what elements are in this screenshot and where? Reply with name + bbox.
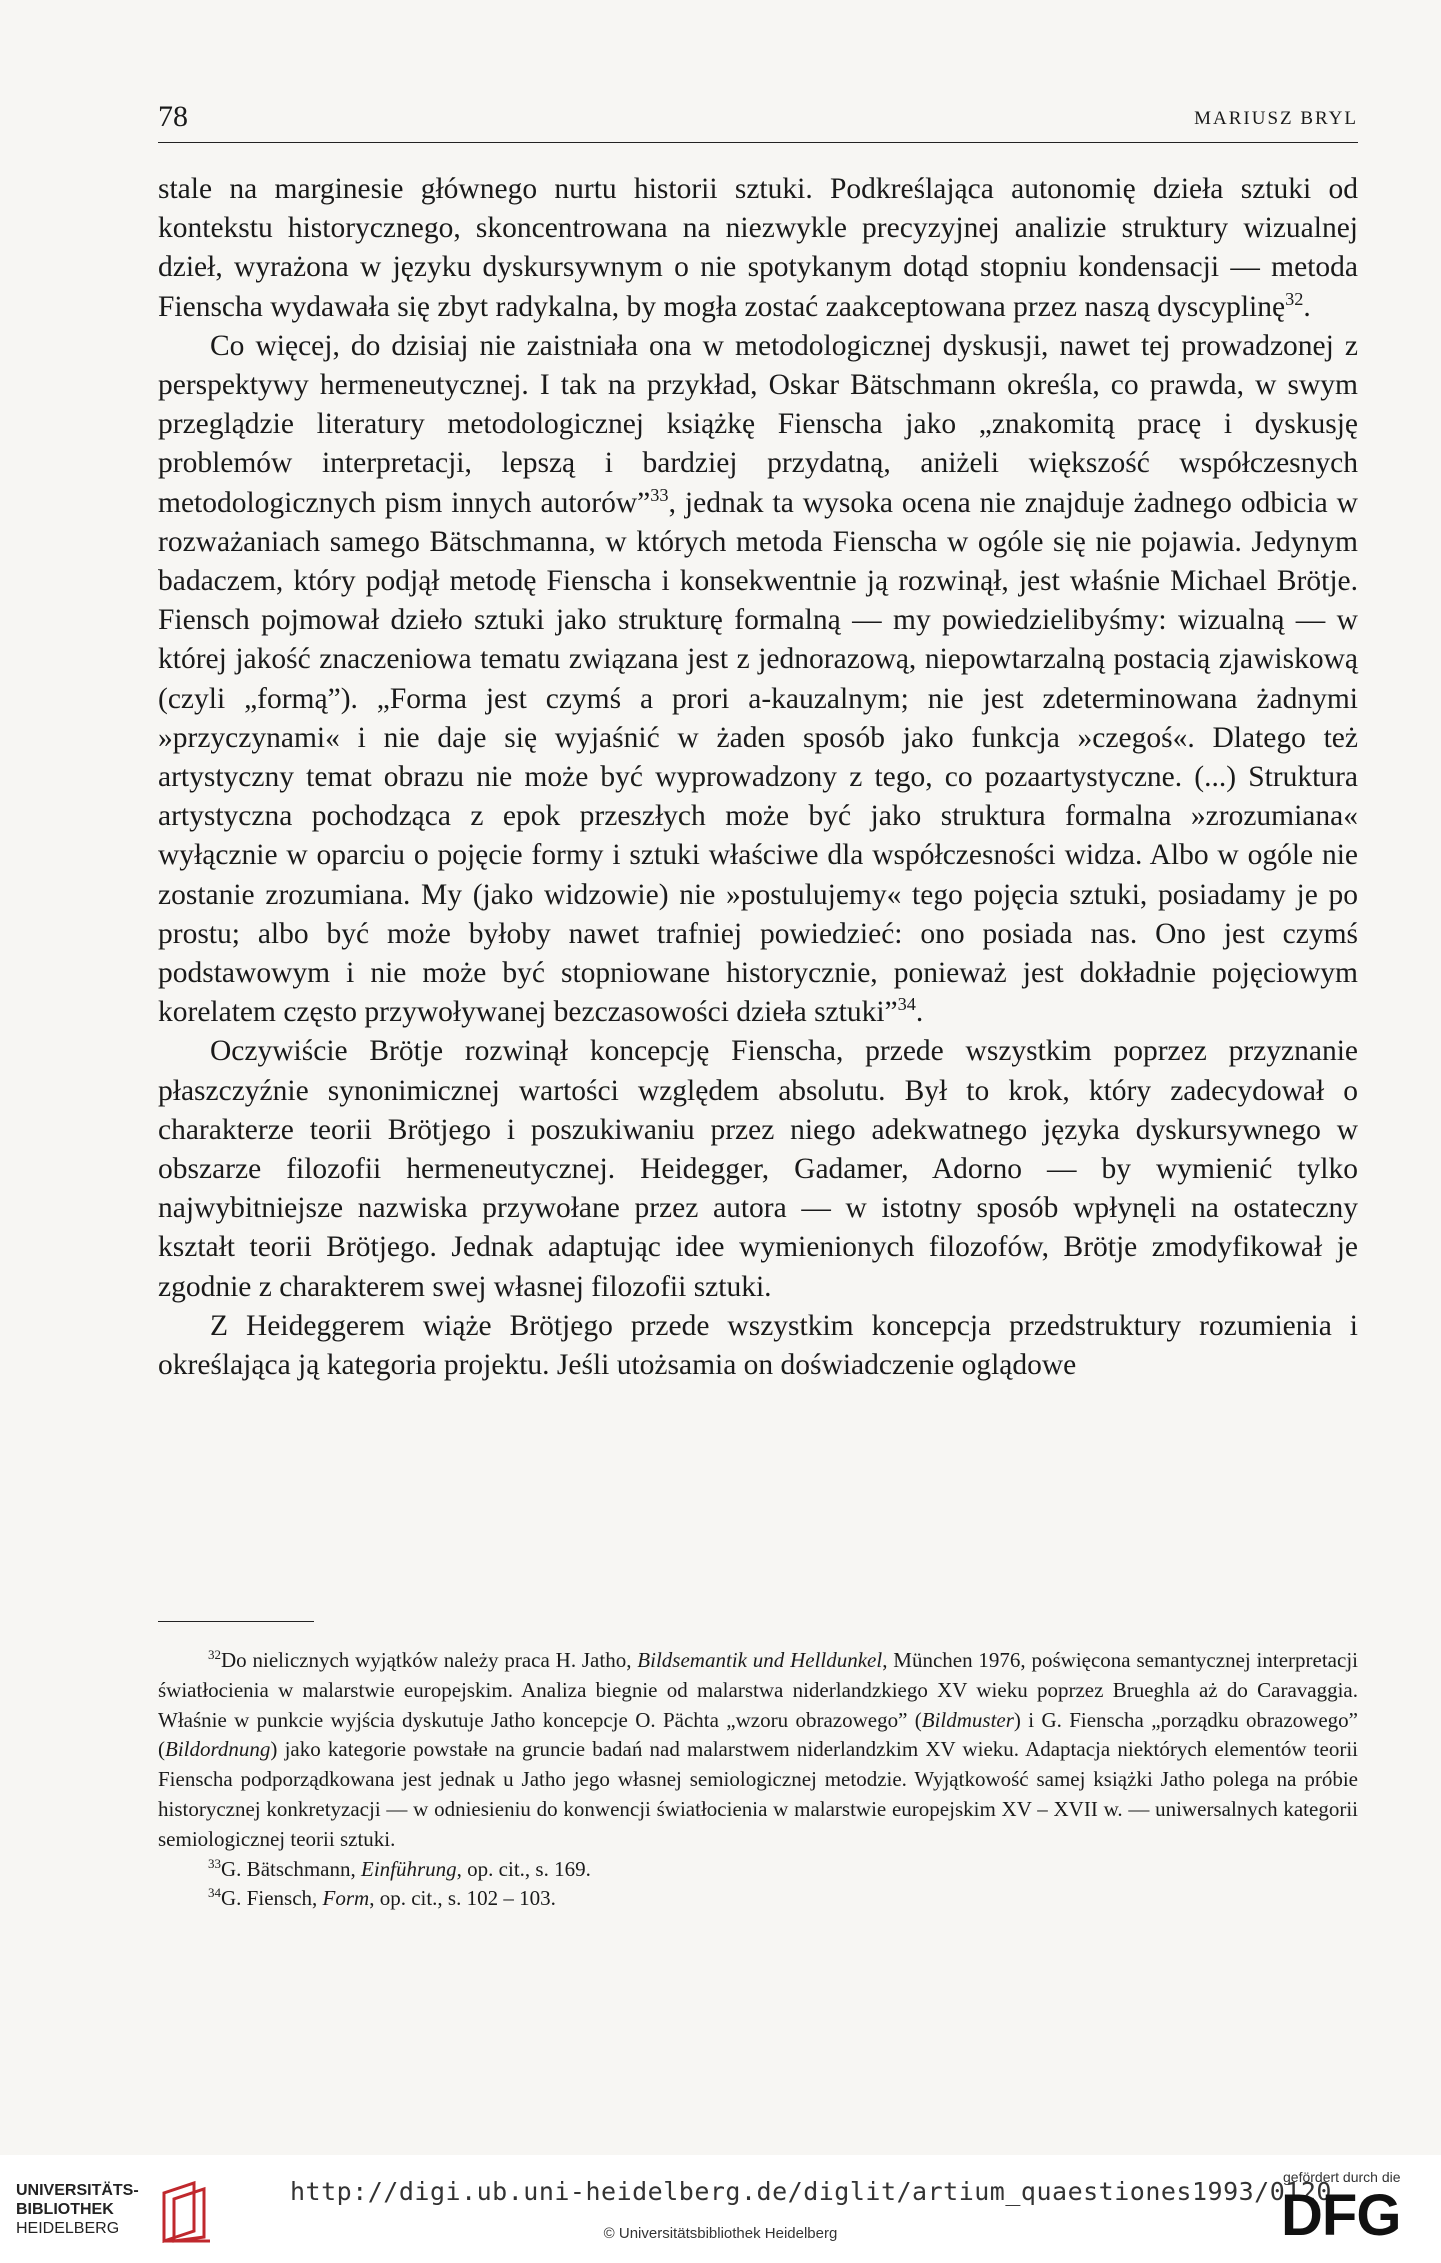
header-rule xyxy=(158,142,1358,143)
footnote-ref-34[interactable]: 34 xyxy=(897,994,916,1015)
footnote-separator xyxy=(158,1621,314,1622)
running-header xyxy=(158,100,1358,140)
dfg-logo[interactable]: DFG xyxy=(1281,2183,1401,2248)
footnote-32: $^{32}$Do nielicznych wyjątków należy praca H. Jatho, Bildsemantik und Helldunkel, München 1976, poświęcona semantycznej interpretacji światłocienia w malarstwie europejskim. Analiza biegnie od malarstwa niderlandzkiego XV wieku poprzez Brueghla aż do Caravaggia. Właśnie w punkcie wyjścia dyskutuje Jatho koncepcje O. Pächta „wzoru obrazowego” (Bildmuster) i G. Fienscha „porządku obrazowego” (Bildordnung) jako kategorie powstałe na gruncie badań nad malarstwem niderlandzkim XV wieku. Adaptacja niektórych elementów teorii Fienscha podporządkowana jest jednak u Jatho jego własnej semiologicznej metodzie. Wyjątkowość samej książki Jatho polega na próbie historycznej konkretyzacji — w odniesieniu do konwencji światłocienia w malarstwie europejskim XV – XVII w. — uniwersalnych kategorii semiologicznej teorii sztuki. xyxy=(158,1647,1358,1851)
library-name-line3: HEIDELBERG xyxy=(16,2220,120,2237)
digitization-footer xyxy=(0,2155,1441,2263)
footnote-34: $^{34}$G. Fiensch, Form, op. cit., s. 102 – 103. xyxy=(208,1885,556,1911)
paragraph-2: Co więcej, do dzisiaj nie zaistniała ona w metodologicznej dyskusji, nawet tej prowadzonej z perspektywy hermeneutycznej. I tak na przykład, Oskar Bätschmann określa, co prawda, w swym przeglądzie literatury metodologicznej książkę Fienscha jako „znakomitą pracę i dyskusję problemów interpretacji, lepszą i bardziej przydatną, aniżeli większość współczesnych metodologicznych pism innych autorów”$^{33}$, jednak ta wysoka ocena nie znajduje żadnego odbicia w rozważaniach samego Bätschmanna, w których metoda Fienscha w ogóle się nie pojawia. Jedynym badaczem, który podjął metodę Fienscha i konsekwentnie ją rozwinął, jest właśnie Michael Brötje. Fiensch pojmował dzieło sztuki jako strukturę formalną — my powiedzielibyśmy: wizualną — w której jakość znaczeniowa tematu związana jest z jednorazową, niepowtarzalną postacią zjawiskową (czyli „formą”). „Forma jest czymś a prori a-kauzalnym; nie jest zdeterminowana żadnymi »przyczynami« i nie daje się wyjaśnić w żaden sposób jako funkcja »czegoś«. Dlatego też artystyczny temat obrazu nie może być wyprowadzony z tego, co pozaartystyczne. (...) Struktura artystyczna pochodząca z epok przeszłych może być jako struktura formalna »zrozumiana« wyłącznie w oparciu o pojęcie formy i sztuki właściwe dla współczesności widza. Albo w ogóle nie zostanie zrozumiana. My (jako widzowie) nie »postulujemy« tego pojęcia sztuki, posiadamy je po prostu; albo być może byłoby nawet trafniej powiedzieć: ono posiada nas. Ono jest czymś podstawowym i nie może być stopniowane historycznie, ponieważ jest dokładnie pojęciowym korelatem często przywoływanej bezczasowości dzieła sztuki”$^{34}$. xyxy=(158,329,1358,1029)
copyright-notice: © Universitätsbibliothek Heidelberg xyxy=(603,2225,838,2242)
permalink-url[interactable]: http://digi.ub.uni-heidelberg.de/diglit/artium_quaestiones1993/0120 xyxy=(290,2177,1332,2206)
funding-label: gefördert durch die xyxy=(1283,2169,1401,2185)
footnote-ref-32[interactable]: 32 xyxy=(1285,288,1304,309)
main-text xyxy=(158,170,1358,1385)
library-name-line2: BIBLIOTHEK xyxy=(16,2201,114,2218)
footnotes xyxy=(158,1646,1358,1914)
page-number: 78 xyxy=(158,100,188,133)
paragraph-4: Z Heideggerem wiąże Brötjego przede wszystkim koncepcja przedstruktury rozumienia i określająca ją kategoria projektu. Jeśli utożsamia on doświadczenie oglądowe xyxy=(158,1309,1358,1382)
paragraph-1: stale na marginesie głównego nurtu historii sztuki. Podkreślająca autonomię dzieła sztuki od kontekstu historycznego, skoncentrowana na niezwykle precyzyjnej analizie struktury wizualnej dzieł, wyrażona w języku dyskursywnym o nie spotykanym dotąd stopniu kondensacji — metoda Fienscha wydawała się zbyt radykalna, by mogła zostać zaakceptowana przez naszą dyscyplinę$^{32}$. xyxy=(158,173,1358,323)
running-head-author: MARIUSZ BRYL xyxy=(1194,108,1358,129)
footnote-ref-33[interactable]: 33 xyxy=(650,484,669,505)
footnote-33: $^{33}$G. Bätschmann, Einführung, op. cit., s. 169. xyxy=(208,1855,591,1881)
paragraph-3: Oczywiście Brötje rozwinął koncepcję Fienscha, przede wszystkim poprzez przyznanie płaszczyźnie synonimicznej wartości względem absolutu. Był to krok, który zadecydował o charakterze teorii Brötjego i poszukiwaniu przez niego adekwatnego języka dyskursywnego w obszarze filozofii hermeneutycznej. Heidegger, Gadamer, Adorno — by wymienić tylko najwybitniejsze nazwiska przywołane przez autora — w istotny sposób wpłynęli na ostateczny kształt teorii Brötjego. Jednak adaptując idee wymienionych filozofów, Brötje zmodyfikował je zgodnie z charakterem swej własnej filozofii sztuki. xyxy=(158,1035,1358,1303)
library-name-line1: UNIVERSITÄTS- xyxy=(16,2182,139,2199)
